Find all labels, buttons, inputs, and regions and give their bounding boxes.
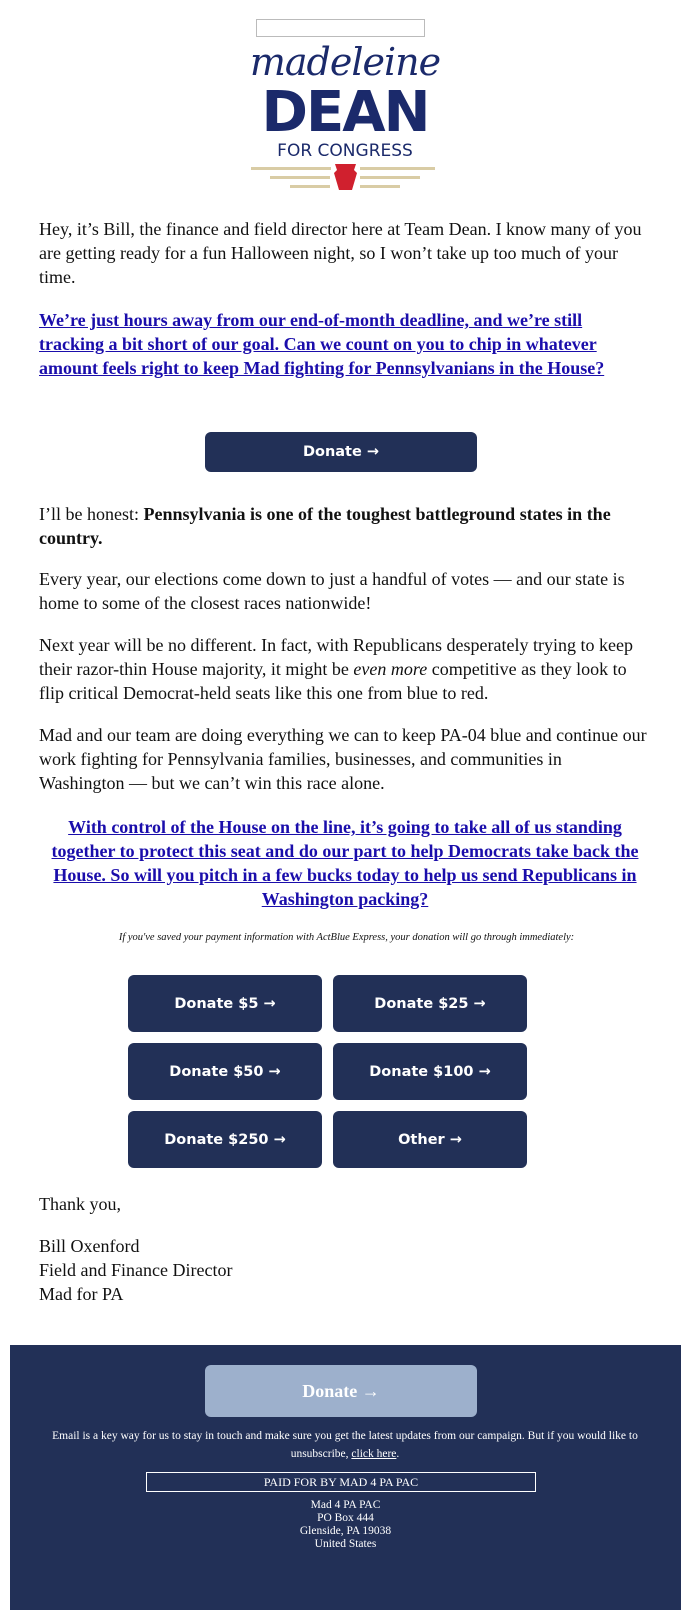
paid-for-box: PAID FOR BY MAD 4 PA PAC — [146, 1472, 536, 1492]
footer-donate-button[interactable]: Donate → — [205, 1365, 477, 1417]
donate-button[interactable]: Donate → — [205, 432, 477, 472]
next-year-paragraph — [39, 633, 651, 705]
address-line: Glenside, PA 19038 — [299, 1525, 392, 1537]
text: . — [396, 1448, 400, 1460]
logo-last-name: DEAN — [261, 86, 429, 140]
address-line: PO Box 444 — [317, 1512, 374, 1524]
actblue-note: If you've saved your payment information with ActBlue Express, your donation will go through immediately: — [118, 932, 575, 943]
donate-25-button[interactable]: Donate $25 → — [333, 975, 527, 1032]
honest-paragraph — [39, 502, 651, 550]
text: Next year will be no different. In fact, with Republicans desperately trying to keep their razor-thin House majority, it might be — [39, 635, 633, 679]
emphasis: even more — [353, 659, 428, 679]
signature-name: Bill Oxenford — [39, 1236, 140, 1256]
signature-org: Mad for PA — [39, 1284, 124, 1304]
bold-text: Pennsylvania is one of the toughest battleground states in the country. — [39, 504, 611, 548]
unsubscribe-link[interactable]: click here — [351, 1448, 397, 1460]
unsubscribe-text — [50, 1427, 640, 1463]
footer — [10, 1345, 681, 1610]
intro-paragraph: Hey, it’s Bill, the finance and field director here at Team Dean. I know many of you are getting ready for a fun Halloween night, so I won’t take up too much of your time. — [39, 219, 642, 287]
address-line: United States — [314, 1538, 377, 1550]
address — [10, 1499, 681, 1551]
appeal-link[interactable]: We’re just hours away from our end-of-month deadline, and we’re still tracking a bit short of our goal. Can we count on you to chip in whatever amount feels right to keep Mad fighting for Pennsylvanians in the House? — [39, 310, 605, 378]
text: I’ll be honest: — [39, 504, 144, 524]
logo-first-name: madeleine — [249, 40, 441, 84]
keystone-icon — [333, 164, 358, 190]
text: competitive as they look to flip critical Democrat-held seats like this one from blue to red. — [39, 659, 627, 703]
donate-250-button[interactable]: Donate $250 → — [128, 1111, 322, 1168]
donate-50-button[interactable]: Donate $50 → — [128, 1043, 322, 1100]
team-paragraph: Mad and our team are doing everything we can to keep PA-04 blue and continue our work fighting for Pennsylvania families, businesses, and communities in Washington — but we can’t win this race alone. — [39, 725, 647, 793]
broken-image-icon — [256, 19, 425, 37]
address-line: Mad 4 PA PAC — [310, 1499, 381, 1511]
logo-tagline: FOR CONGRESS — [277, 141, 413, 161]
donate-100-button[interactable]: Donate $100 → — [333, 1043, 527, 1100]
text: Email is a key way for us to stay in touch and make sure you get the latest updates from our campaign. But if you would like to unsubscribe, — [52, 1430, 638, 1460]
closing: Thank you, — [39, 1194, 121, 1214]
appeal-link-2[interactable]: With control of the House on the line, it’s going to take all of us standing together to protect this seat and do our part to help Democrats take back the House. So will you pitch in a few bucks today to help us send Republicans in Washington packing? — [51, 817, 639, 909]
donate-5-button[interactable]: Donate $5 → — [128, 975, 322, 1032]
donate-other-button[interactable]: Other → — [333, 1111, 527, 1168]
signature-title: Field and Finance Director — [39, 1260, 233, 1280]
elections-paragraph: Every year, our elections come down to just a handful of votes — and our state is home to some of the closest races nationwide! — [39, 569, 625, 613]
